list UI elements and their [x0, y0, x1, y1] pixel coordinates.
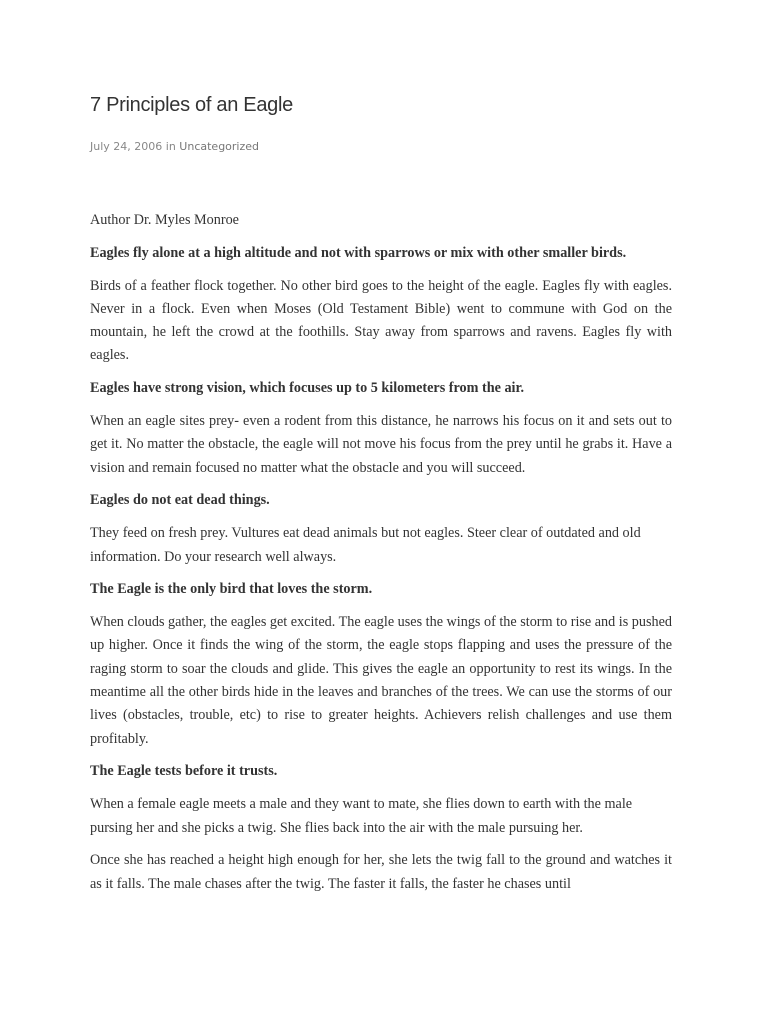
post-date[interactable]: July 24, 2006 — [90, 140, 163, 153]
post-category-link[interactable]: Uncategorized — [179, 140, 260, 153]
principle-body-1: Birds of a feather flock together. No other bird goes to the height of the eagle. Eagles fly with eagles. Never in a flock. Even when Moses (Old Testament Bible) went to commune with God on the mountain, he left the crowd at the foothills. Stay away from sparrows and ravens. Eagles fly with eagles. — [90, 277, 672, 364]
principle-body-4: When clouds gather, the eagles get excited. The eagle uses the wings of the storm to rise and is pushed up higher. Once it finds the wing of the storm, the eagle stops flapping and uses the pressure of the raging storm to soar the clouds and glide. This gives the eagle an opportunity to rest its wings. In the meantime all the other birds hide in the leaves and branches of the trees. We can use the storms of our lives (obstacles, trouble, etc) to rise to greater heights. Achievers relish challenges and use them profitably. — [90, 614, 672, 747]
principle-heading-5: The Eagle tests before it trusts. — [90, 763, 278, 780]
post-content — [90, 209, 672, 896]
principle-body-3: They feed on fresh prey. Vultures eat dead animals but not eagles. Steer clear of outdated and old information. Do your research well always. — [90, 525, 641, 565]
post-meta — [90, 139, 672, 155]
principle-body-2: When an eagle sites prey- even a rodent from this distance, he narrows his focus on it and sets out to get it. No matter the obstacle, the eagle will not move his focus from the prey until he grabs it. Have a vision and remain focused no matter what the obstacle and you will succeed. — [90, 413, 672, 476]
author-line: Author Dr. Myles Monroe — [90, 212, 239, 228]
post-meta-in: in — [165, 140, 176, 153]
post-title[interactable]: 7 Principles of an Eagle — [90, 94, 293, 116]
blog-post — [90, 90, 672, 905]
principle-body-5b: Once she has reached a height high enough for her, she lets the twig fall to the ground and watches it as it falls. The male chases after the twig. The faster it falls, the faster he chases until — [90, 852, 672, 892]
principle-heading-3: Eagles do not eat dead things. — [90, 492, 270, 509]
principle-heading-2: Eagles have strong vision, which focuses up to 5 kilometers from the air. — [90, 380, 525, 397]
principle-body-5a: When a female eagle meets a male and they want to mate, she flies down to earth with the male pursing her and she picks a twig. She flies back into the air with the male pursuing her. — [90, 796, 633, 836]
principle-heading-1: Eagles fly alone at a high altitude and not with sparrows or mix with other smaller birds. — [90, 244, 627, 261]
principle-heading-4: The Eagle is the only bird that loves the storm. — [90, 581, 373, 598]
